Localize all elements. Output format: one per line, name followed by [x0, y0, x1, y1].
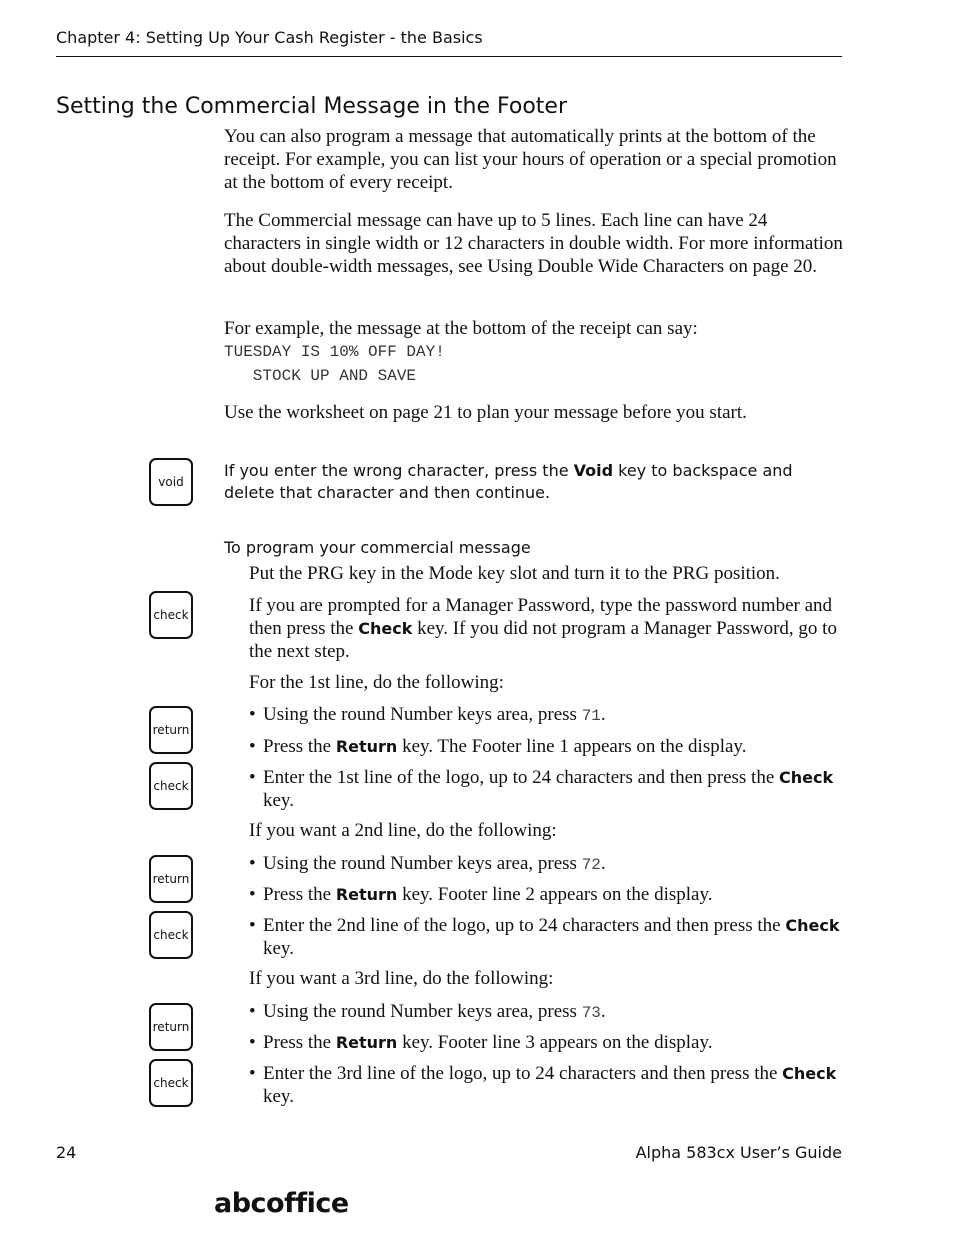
line-1-bullet-keys — [249, 703, 844, 728]
bullet-text-end: key. Footer line 3 appears on the display. — [397, 1032, 713, 1053]
return-key-name: Return — [335, 1033, 398, 1052]
line-2-bullet-keys — [249, 852, 844, 877]
line-1-intro: For the 1st line, do the following: — [249, 672, 504, 693]
bullet-icon: • — [249, 736, 256, 757]
bullet-text: Press the — [263, 884, 336, 905]
bullet-text: Using the round Number keys area, press — [263, 704, 582, 725]
bullet-text-end: . — [600, 853, 606, 874]
void-key-icon: void — [149, 458, 193, 506]
header-divider — [56, 56, 842, 57]
bullet-text-end: key. — [263, 938, 294, 959]
paragraph-lines-limit: The Commercial message can have up to 5 lines. Each line can have 24 characters in single width or 12 characters in double width. For more information about double-width messages, see Using Double Wide Characters on page 20. — [224, 210, 843, 277]
section-title: Setting the Commercial Message in the Footer — [56, 94, 567, 119]
bullet-icon: • — [249, 884, 256, 905]
bullet-text: Enter the 1st line of the logo, up to 24 characters and then press the — [263, 767, 780, 788]
void-tip — [224, 460, 844, 504]
bullet-text-end: key. Footer line 2 appears on the display. — [397, 884, 713, 905]
check-key-icon: check — [149, 1059, 193, 1107]
bullet-text-end: key. — [263, 790, 294, 811]
bullet-icon: • — [249, 704, 256, 725]
return-key-icon: return — [149, 1003, 193, 1051]
check-key-name: Check — [779, 768, 834, 787]
line-3-bullet-keys — [249, 1000, 844, 1025]
bullet-icon: • — [249, 915, 256, 936]
bullet-text: Enter the 2nd line of the logo, up to 24 characters and then press the — [263, 915, 786, 936]
line-2-bullet-return — [249, 883, 844, 906]
line-3-intro: If you want a 3rd line, do the following: — [249, 968, 554, 989]
bullet-text-end: . — [600, 1001, 606, 1022]
key-code: 72 — [581, 856, 601, 874]
step-text: If you are prompted for a Manager Password, type the password number and then press the — [249, 595, 833, 639]
bullet-text-end: key. — [263, 1086, 294, 1107]
guide-title: Alpha 583cx User’s Guide — [635, 1143, 842, 1162]
check-key-icon: check — [149, 591, 193, 639]
example-message-line-1: TUESDAY IS 10% OFF DAY! — [224, 343, 445, 361]
void-key-name: Void — [573, 461, 614, 480]
return-key-icon: return — [149, 855, 193, 903]
check-key-name: Check — [785, 916, 840, 935]
key-code: 73 — [581, 1004, 601, 1022]
step-manager-password — [249, 594, 844, 663]
check-key-icon: check — [149, 911, 193, 959]
line-1-bullet-check — [249, 766, 844, 812]
bullet-text-end: . — [600, 704, 606, 725]
return-key-name: Return — [335, 885, 398, 904]
paragraph-example: For example, the message at the bottom of the receipt can say: — [224, 318, 698, 339]
chapter-header: Chapter 4: Setting Up Your Cash Register - the Basics — [56, 28, 483, 47]
key-code: 71 — [581, 707, 601, 725]
bullet-icon: • — [249, 1001, 256, 1022]
step-prg-key: Put the PRG key in the Mode key slot and turn it to the PRG position. — [249, 563, 780, 584]
bullet-text: Enter the 3rd line of the logo, up to 24 characters and then press the — [263, 1063, 783, 1084]
line-2-intro: If you want a 2nd line, do the following: — [249, 820, 557, 841]
void-tip-text: If you enter the wrong character, press the — [224, 461, 574, 480]
bullet-icon: • — [249, 853, 256, 874]
bullet-text: Press the — [263, 1032, 336, 1053]
check-key-icon: check — [149, 762, 193, 810]
bullet-text-end: key. The Footer line 1 appears on the display. — [397, 736, 747, 757]
bullet-text: Using the round Number keys area, press — [263, 1001, 582, 1022]
paragraph-worksheet: Use the worksheet on page 21 to plan your message before you start. — [224, 402, 747, 423]
line-2-bullet-check — [249, 914, 844, 960]
return-key-name: Return — [335, 737, 398, 756]
return-key-icon: return — [149, 706, 193, 754]
void-tip-text-end: key to backspace and delete that character and then continue. — [224, 461, 793, 502]
paragraph-intro: You can also program a message that automatically prints at the bottom of the receipt. For example, you can list your hours of operation or a special promotion at the bottom of every receipt. — [224, 126, 837, 193]
step-text-end: key. If you did not program a Manager Password, go to the next step. — [249, 618, 837, 662]
bullet-text: Using the round Number keys area, press — [263, 853, 582, 874]
line-3-bullet-check — [249, 1062, 844, 1108]
page-number: 24 — [56, 1143, 77, 1162]
bullet-icon: • — [249, 767, 256, 788]
procedure-title: To program your commercial message — [224, 538, 531, 557]
brand-logo: abcoffice — [214, 1188, 349, 1219]
check-key-name: Check — [782, 1064, 837, 1083]
check-key-name: Check — [358, 619, 413, 638]
example-message-line-2: STOCK UP AND SAVE — [224, 367, 417, 385]
bullet-icon: • — [249, 1032, 256, 1053]
line-1-bullet-return — [249, 735, 844, 758]
line-3-bullet-return — [249, 1031, 844, 1054]
bullet-text: Press the — [263, 736, 336, 757]
bullet-icon: • — [249, 1063, 256, 1084]
